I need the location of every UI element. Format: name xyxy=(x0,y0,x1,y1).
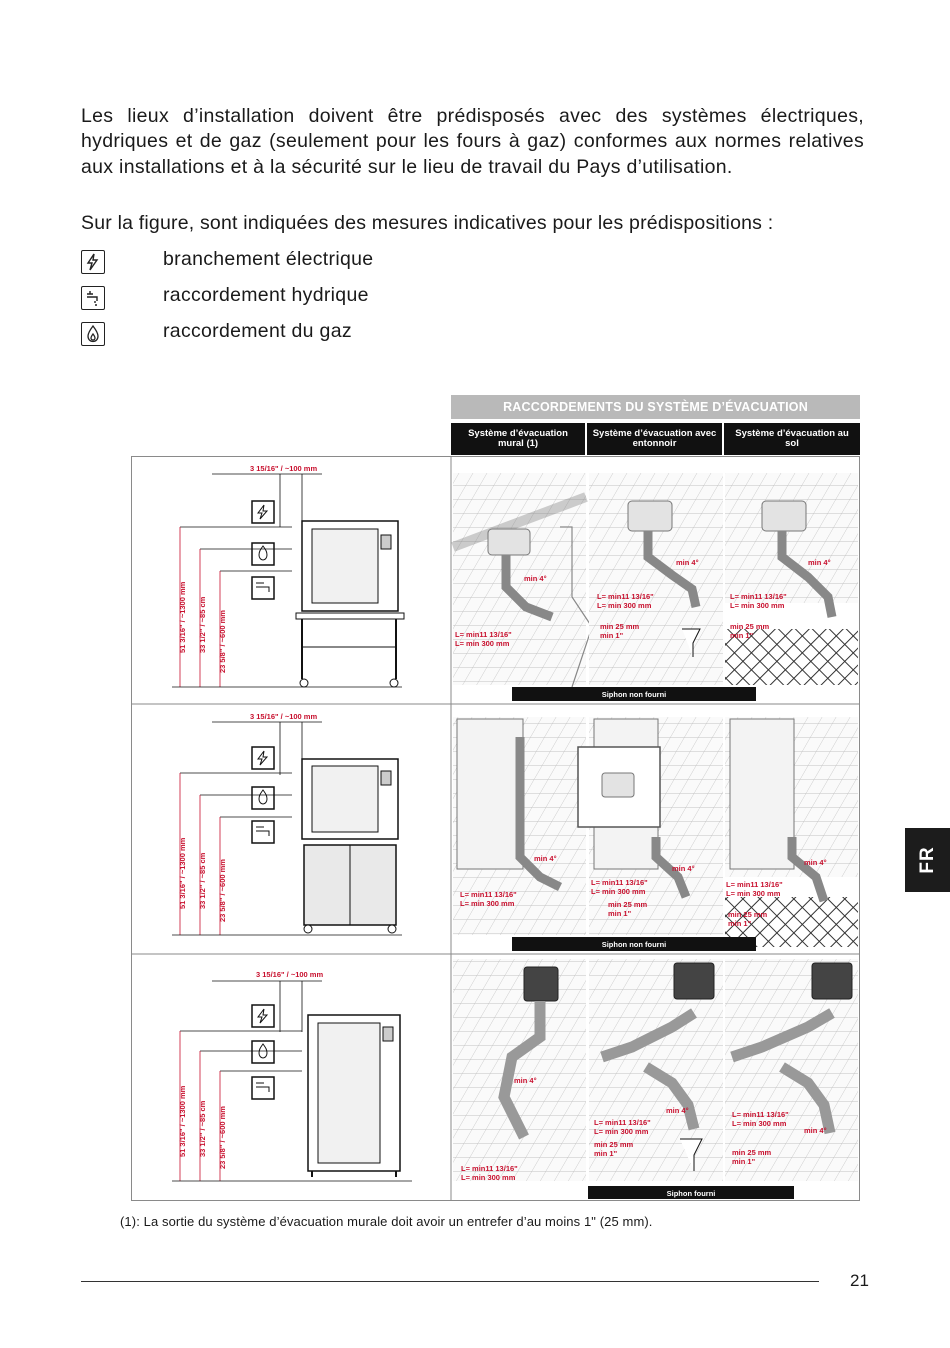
footnote: (1): La sortie du système d’évacuation murale doit avoir un entrefer d’au moins 1" (25 mm). xyxy=(120,1214,653,1229)
language-tab xyxy=(905,828,950,892)
water-tap-icon xyxy=(81,286,105,310)
svg-text:min 25 mm: min 25 mm xyxy=(730,622,770,631)
svg-text:L= min11 13/16": L= min11 13/16" xyxy=(455,630,512,639)
dimension-85cm: 33 1/2" / ~85 cm xyxy=(198,596,207,653)
legend-label: raccordement hydrique xyxy=(163,284,369,306)
svg-text:L= min11 13/16": L= min11 13/16" xyxy=(726,880,783,889)
intro-paragraph: Les lieux d’installation doivent être prédisposés avec des systèmes électriques, hydriques et de gaz (seulement pour les fours à gaz) conformes aux normes relatives aux installations et à la sécurité sur le lieu de travail du Pays d’utilisation. xyxy=(81,104,864,178)
svg-text:L= min 300 mm: L= min 300 mm xyxy=(460,899,515,908)
svg-text:3 15/16" / ~100 mm: 3 15/16" / ~100 mm xyxy=(250,712,318,721)
dimension-top: 3 15/16" / ~100 mm xyxy=(250,464,318,473)
svg-text:min 25 mm: min 25 mm xyxy=(600,622,640,631)
siphon-label-row3: Siphon fourni xyxy=(666,1189,716,1198)
svg-text:min 1": min 1" xyxy=(608,909,632,918)
drain-funnel-row3 xyxy=(589,959,723,1181)
col-header-funnel: Système d’évacuation avec entonnoir xyxy=(587,423,722,455)
siphon-label-row1: Siphon non fourni xyxy=(601,690,667,699)
svg-text:min 4°: min 4° xyxy=(534,854,557,863)
svg-text:L= min11 13/16": L= min11 13/16" xyxy=(461,1164,518,1173)
installation-figure xyxy=(131,395,860,1201)
svg-text:min 4°: min 4° xyxy=(672,864,695,873)
page-number: 21 xyxy=(850,1271,869,1290)
svg-text:L= min 300 mm: L= min 300 mm xyxy=(594,1127,649,1136)
svg-text:min 4°: min 4° xyxy=(804,1126,827,1135)
legend-gas xyxy=(81,322,581,350)
footer-rule xyxy=(81,1281,819,1282)
lead-paragraph: Sur la figure, sont indiquées des mesures indicatives pour les prédispositions : xyxy=(81,212,774,234)
svg-text:L= min 300 mm: L= min 300 mm xyxy=(597,601,652,610)
svg-text:min 4°: min 4° xyxy=(514,1076,537,1085)
svg-text:L= min11 13/16": L= min11 13/16" xyxy=(591,878,648,887)
svg-text:L= min 300 mm: L= min 300 mm xyxy=(732,1119,787,1128)
svg-text:L= min11 13/16": L= min11 13/16" xyxy=(732,1110,789,1119)
svg-text:L= min 300 mm: L= min 300 mm xyxy=(461,1173,516,1182)
legend-label: branchement électrique xyxy=(163,248,374,270)
drain-funnel-row1 xyxy=(589,473,723,685)
dimension-600: 23 5/8" / ~600 mm xyxy=(218,610,227,673)
svg-text:33 1/2" / ~85 cm: 33 1/2" / ~85 cm xyxy=(198,852,207,909)
svg-text:min 1": min 1" xyxy=(600,631,624,640)
svg-text:L= min 300 mm: L= min 300 mm xyxy=(726,889,781,898)
figure-header-title: RACCORDEMENTS DU SYSTÈME D’ÉVACUATION xyxy=(451,395,860,419)
svg-text:min 25 mm: min 25 mm xyxy=(608,900,648,909)
svg-text:51 3/16" / ~1300 mm: 51 3/16" / ~1300 mm xyxy=(178,1085,187,1157)
svg-text:min 4°: min 4° xyxy=(808,558,831,567)
svg-text:min 1": min 1" xyxy=(594,1149,618,1158)
svg-text:min 4°: min 4° xyxy=(666,1106,689,1115)
legend-label: raccordement du gaz xyxy=(163,320,352,342)
legend-electric xyxy=(81,250,581,278)
siphon-label-row2: Siphon non fourni xyxy=(601,940,667,949)
svg-text:L= min11 13/16": L= min11 13/16" xyxy=(597,592,654,601)
svg-text:L= min 300 mm: L= min 300 mm xyxy=(455,639,510,648)
figure-grid xyxy=(131,456,860,1201)
drain-wall-row3 xyxy=(453,959,586,1182)
svg-text:min 25 mm: min 25 mm xyxy=(594,1140,634,1149)
drain-funnel-row2 xyxy=(578,717,723,935)
oven-on-cabinet-drawing xyxy=(172,712,402,935)
col-header-floor: Système d’évacuation au sol xyxy=(724,423,860,455)
svg-text:min 4°: min 4° xyxy=(676,558,699,567)
svg-text:min 1": min 1" xyxy=(732,1157,756,1166)
svg-text:min 25 mm: min 25 mm xyxy=(732,1148,772,1157)
electric-icon xyxy=(81,250,105,274)
legend-water xyxy=(81,286,581,314)
svg-text:3 15/16" / ~100 mm: 3 15/16" / ~100 mm xyxy=(256,970,324,979)
svg-text:23 5/8" / ~600 mm: 23 5/8" / ~600 mm xyxy=(218,1106,227,1169)
svg-text:min 1": min 1" xyxy=(730,631,754,640)
drain-floor-row1 xyxy=(725,473,858,685)
floor-oven-drawing xyxy=(172,970,412,1181)
drain-floor-row2 xyxy=(725,717,858,947)
language-tab-label: FR xyxy=(916,846,938,874)
drain-floor-row3 xyxy=(725,959,858,1181)
svg-text:L= min11 13/16": L= min11 13/16" xyxy=(460,890,517,899)
dimension-1300: 51 3/16" / ~1300 mm xyxy=(178,581,187,653)
svg-text:min 4°: min 4° xyxy=(804,858,827,867)
svg-text:min 4°: min 4° xyxy=(524,574,547,583)
svg-text:min 1": min 1" xyxy=(728,919,752,928)
drain-wall-row1 xyxy=(453,473,592,687)
oven-on-stand-drawing xyxy=(172,464,404,687)
svg-text:L= min 300 mm: L= min 300 mm xyxy=(591,887,646,896)
svg-text:L= min11 13/16": L= min11 13/16" xyxy=(594,1118,651,1127)
svg-text:L= min11 13/16": L= min11 13/16" xyxy=(730,592,787,601)
svg-text:23 5/8" / ~600 mm: 23 5/8" / ~600 mm xyxy=(218,859,227,922)
svg-text:51 3/16" / ~1300 mm: 51 3/16" / ~1300 mm xyxy=(178,837,187,909)
svg-text:min 25 mm: min 25 mm xyxy=(728,910,768,919)
svg-text:33 1/2" / ~85 cm: 33 1/2" / ~85 cm xyxy=(198,1100,207,1157)
col-header-wall: Système d’évacuation mural (1) xyxy=(451,423,585,455)
drain-wall-row2 xyxy=(453,717,586,935)
gas-flame-icon xyxy=(81,322,105,346)
svg-text:L= min 300 mm: L= min 300 mm xyxy=(730,601,785,610)
